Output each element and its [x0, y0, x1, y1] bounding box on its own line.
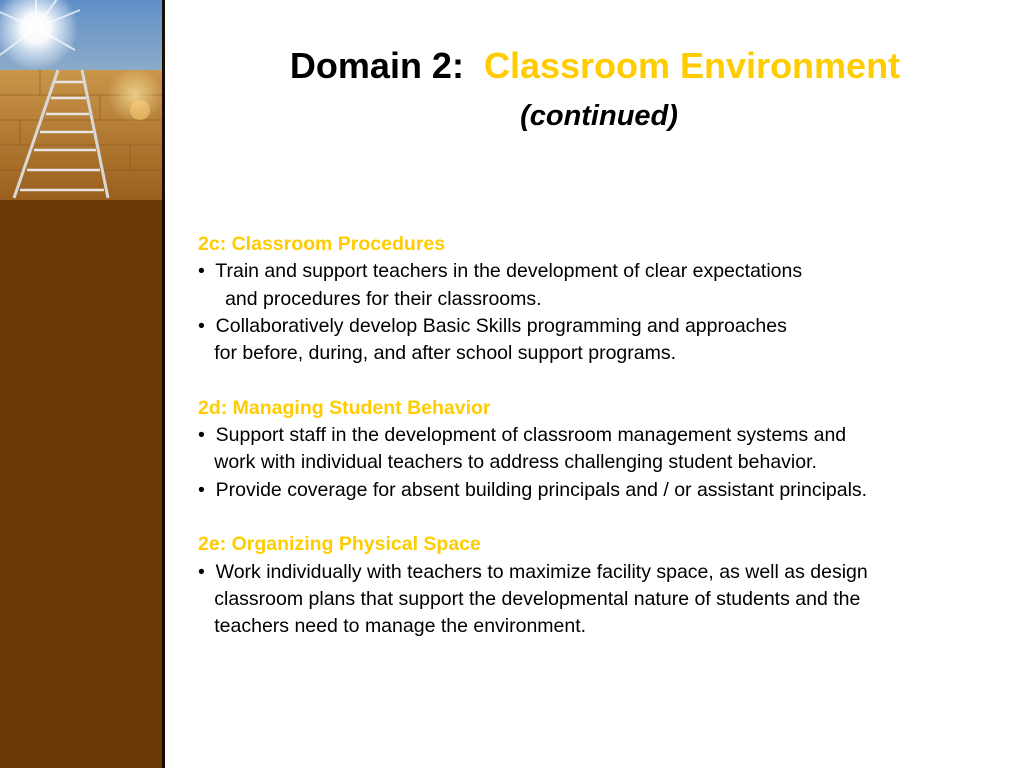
- bullet-line: and procedures for their classrooms.: [198, 287, 542, 310]
- section-heading: 2c: Classroom Procedures: [198, 233, 446, 255]
- bullet-line: classroom plans that support the developmental nature of students and the: [198, 587, 861, 610]
- section-heading: 2e: Organizing Physical Space: [198, 533, 481, 556]
- slide-title: [166, 44, 1024, 88]
- bullet-line: for before, during, and after school support programs.: [198, 342, 677, 365]
- section-heading: 2d: Managing Student Behavior: [198, 396, 491, 419]
- content-body: [198, 231, 1008, 668]
- title-accent: Classroom Environment: [483, 45, 901, 86]
- bullet-line: teachers need to manage the environment.: [198, 615, 587, 638]
- bullet-line: • Provide coverage for absent building principals and / or assistant principals.: [198, 478, 868, 501]
- ladder-sun-image: [0, 0, 162, 200]
- bullet-line: • Work individually with teachers to maximize facility space, as well as design: [198, 560, 868, 583]
- bullet-line: • Support staff in the development of classroom management systems and: [198, 424, 847, 447]
- ladder-sky-illustration: [0, 0, 162, 200]
- section-classroom-procedures: [198, 231, 1008, 367]
- section-managing-student-behavior: [198, 395, 1008, 504]
- slide-subtitle: (continued): [520, 100, 678, 132]
- bullet-line: work with individual teachers to address challenging student behavior.: [198, 451, 817, 474]
- sidebar-panel: [0, 0, 165, 768]
- title-prefix: Domain 2:: [289, 45, 464, 86]
- bullet-line: • Train and support teachers in the development of clear expectations: [198, 260, 803, 283]
- title-block: [166, 44, 1024, 134]
- bullet-line: • Collaboratively develop Basic Skills programming and approaches: [198, 314, 787, 337]
- section-organizing-physical-space: [198, 531, 1008, 640]
